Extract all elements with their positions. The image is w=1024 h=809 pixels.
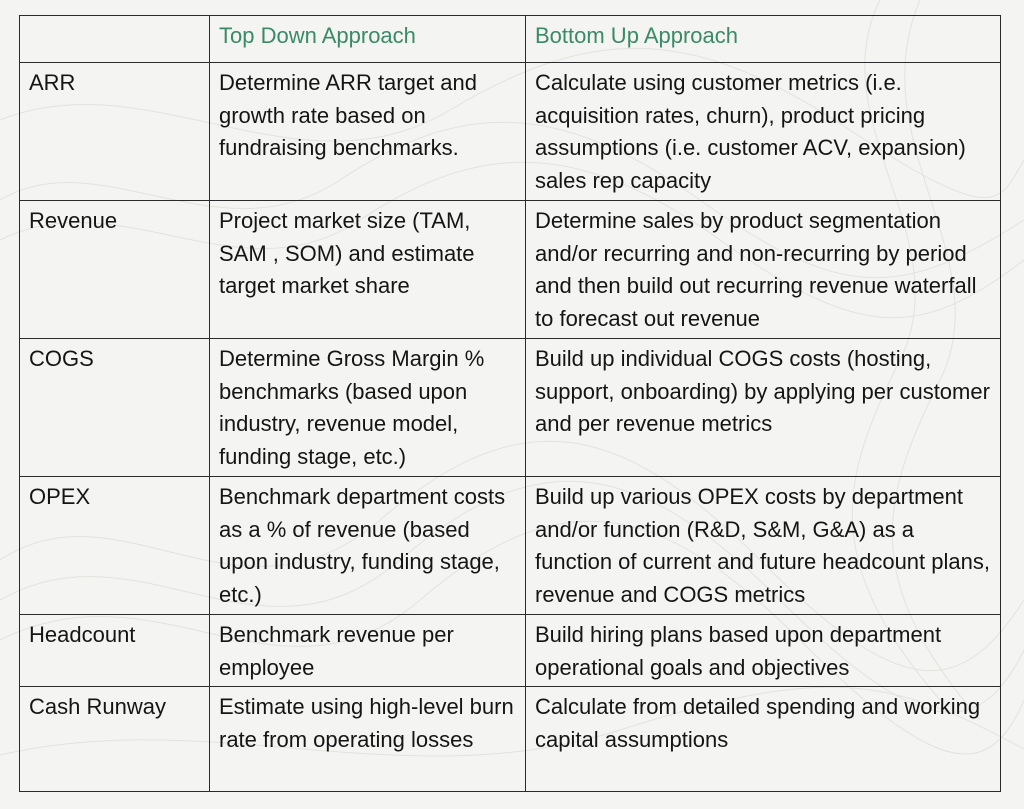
bottom-up-cell: Determine sales by product segmentation and/or recurring and non-recurring by period and then build out recurring revenue waterfall to forecast out revenue [526,201,1001,339]
row-label-cogs: COGS [20,339,210,477]
top-down-cell: Estimate using high-level burn rate from operating losses [210,687,526,792]
top-down-cell: Determine Gross Margin % benchmarks (based upon industry, revenue model, funding stage, etc.) [210,339,526,477]
table-row [20,615,1001,687]
top-down-cell: Benchmark revenue per employee [210,615,526,687]
table-row [20,339,1001,477]
bottom-up-cell: Calculate using customer metrics (i.e. acquisition rates, churn), product pricing assumptions (i.e. customer ACV, expansion) sales rep capacity [526,63,1001,201]
comparison-table [19,15,1001,792]
top-down-cell: Benchmark department costs as a % of revenue (based upon industry, funding stage, etc.) [210,477,526,615]
table-row [20,477,1001,615]
top-down-cell: Determine ARR target and growth rate based on fundraising benchmarks. [210,63,526,201]
header-blank-cell [20,16,210,63]
header-top-down: Top Down Approach [210,16,526,63]
table-row [20,63,1001,201]
header-bottom-up: Bottom Up Approach [526,16,1001,63]
table-header-row [20,16,1001,63]
bottom-up-cell: Calculate from detailed spending and working capital assumptions [526,687,1001,792]
bottom-up-cell: Build up various OPEX costs by department and/or function (R&D, S&M, G&A) as a function of current and future headcount plans, revenue and COGS metrics [526,477,1001,615]
top-down-cell: Project market size (TAM, SAM , SOM) and estimate target market share [210,201,526,339]
table-row [20,687,1001,792]
row-label-headcount: Headcount [20,615,210,687]
bottom-up-cell: Build hiring plans based upon department operational goals and objectives [526,615,1001,687]
row-label-arr: ARR [20,63,210,201]
row-label-cash-runway: Cash Runway [20,687,210,792]
bottom-up-cell: Build up individual COGS costs (hosting, support, onboarding) by applying per customer and per revenue metrics [526,339,1001,477]
row-label-opex: OPEX [20,477,210,615]
row-label-revenue: Revenue [20,201,210,339]
table-row [20,201,1001,339]
